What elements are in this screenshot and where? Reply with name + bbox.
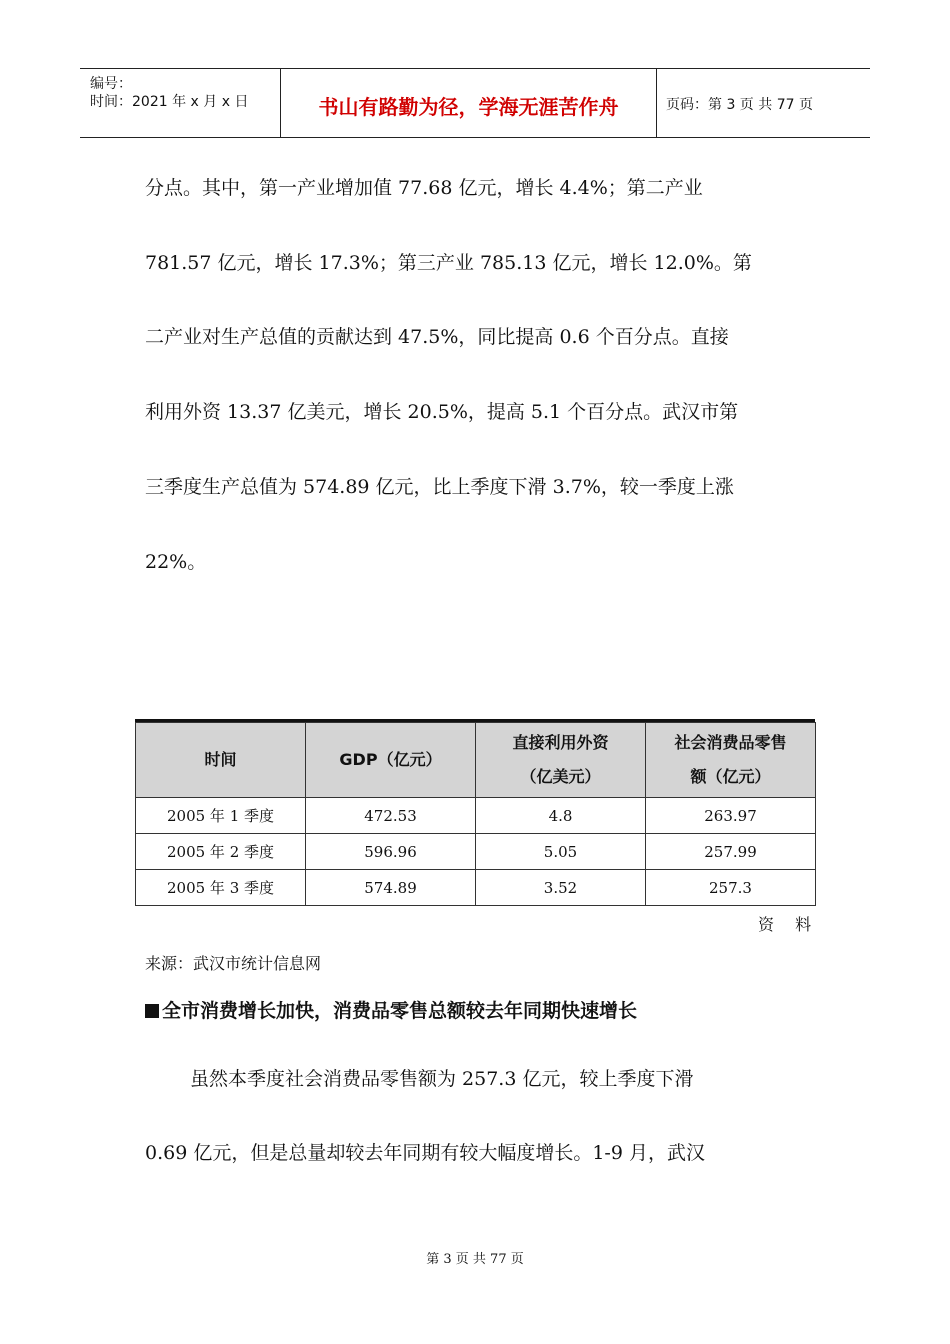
table-row <box>136 870 816 906</box>
section-line: 0.69 亿元，但是总量却较去年同期有较大幅度增长。1-9 月，武汉 <box>145 1142 705 1164</box>
table-row <box>136 834 816 870</box>
table-cell: 2005 年 2 季度 <box>136 834 306 870</box>
statistics-table <box>135 719 815 906</box>
page-footer: 第 3 页 共 77 页 <box>426 1252 524 1267</box>
column-header-text: GDP（亿元） <box>339 750 442 769</box>
table-cell: 257.99 <box>646 834 816 870</box>
table-cell: 574.89 <box>306 870 476 906</box>
table-cell: 257.3 <box>646 870 816 906</box>
column-header-text: 时间 <box>204 750 237 769</box>
column-header-time <box>136 723 306 798</box>
header-meta <box>80 69 280 137</box>
page-header <box>80 68 870 138</box>
table-cell: 3.52 <box>476 870 646 906</box>
header-motto-cell <box>280 69 657 137</box>
column-header-retail <box>646 723 816 798</box>
table-cell: 4.8 <box>476 798 646 834</box>
section-heading <box>145 996 637 1023</box>
body-line: 三季度生产总值为 574.89 亿元，比上季度下滑 3.7%，较一季度上涨 <box>145 476 734 498</box>
body-line: 二产业对生产总值的贡献达到 47.5%，同比提高 0.6 个百分点。直接 <box>145 326 729 348</box>
column-header-text: 社会消费品零售 <box>674 733 787 752</box>
column-header-text: 直接利用外资 <box>512 733 609 752</box>
source-label: 资 料 <box>758 915 820 934</box>
square-bullet-icon <box>145 1004 159 1018</box>
section-line: 虽然本季度社会消费品零售额为 257.3 亿元，较上季度下滑 <box>190 1068 694 1090</box>
column-header-text: （亿美元） <box>520 767 601 786</box>
table-cell: 5.05 <box>476 834 646 870</box>
body-line: 22%。 <box>145 551 207 573</box>
column-header-gdp <box>306 723 476 798</box>
column-header-text: 额（亿元） <box>690 767 771 786</box>
source-text: 来源：武汉市统计信息网 <box>145 954 322 973</box>
header-motto: 书山有路勤为径，学海无涯苦作舟 <box>318 95 619 119</box>
table-row <box>136 798 816 834</box>
header-page-info: 页码：第 3 页 共 77 页 <box>666 97 813 113</box>
document-date-label: 时间：2021 年 x 月 x 日 <box>90 94 249 110</box>
table-header-row <box>136 723 816 798</box>
table-cell: 472.53 <box>306 798 476 834</box>
table-cell: 263.97 <box>646 798 816 834</box>
document-number-label: 编号： <box>90 76 132 92</box>
table-cell: 596.96 <box>306 834 476 870</box>
body-line: 利用外资 13.37 亿美元，增长 20.5%，提高 5.1 个百分点。武汉市第 <box>145 401 739 423</box>
body-line: 分点。其中，第一产业增加值 77.68 亿元，增长 4.4%；第二产业 <box>145 177 703 199</box>
section-heading-text: 全市消费增长加快，消费品零售总额较去年同期快速增长 <box>162 1000 638 1022</box>
table-cell: 2005 年 1 季度 <box>136 798 306 834</box>
table-cell: 2005 年 3 季度 <box>136 870 306 906</box>
column-header-fdi <box>476 723 646 798</box>
body-line: 781.57 亿元，增长 17.3%；第三产业 785.13 亿元，增长 12.0%。第 <box>145 252 752 274</box>
header-page-cell <box>656 69 870 137</box>
